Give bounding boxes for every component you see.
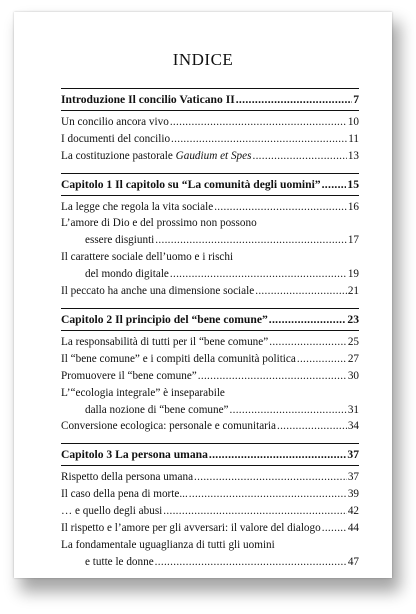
section-rule-top (61, 443, 359, 444)
toc-chapter-heading[interactable] (61, 312, 359, 329)
dot-leader (296, 351, 347, 368)
entry-title-line: Il carattere sociale dell’uomo e i rischi (61, 251, 234, 264)
dot-leader (169, 114, 347, 131)
chapter-title: Capitolo 3 La persona umana (61, 448, 208, 462)
entry-title: Il peccato ha anche una dimensione sociale (61, 285, 255, 298)
page-number: 16 (347, 200, 359, 213)
section-rule-top (61, 308, 359, 309)
section-rule-top (61, 173, 359, 174)
dot-leader (268, 334, 347, 351)
dot-leader (268, 312, 347, 329)
toc-section (61, 443, 359, 570)
page-number: 37 (347, 471, 359, 484)
toc-entry[interactable] (61, 537, 359, 571)
page-number: 37 (347, 448, 359, 462)
section-rule-bottom (61, 195, 359, 196)
page-number: 39 (347, 488, 359, 501)
toc-entry[interactable] (61, 418, 359, 435)
entry-title-italic: Gaudium et Spes (175, 149, 252, 162)
section-rule-bottom (61, 465, 359, 466)
page-number: 10 (347, 115, 359, 128)
page-number: 27 (347, 352, 359, 365)
toc-section (61, 173, 359, 300)
dot-leader (193, 469, 347, 486)
page-number: 19 (347, 268, 359, 281)
page-number: 30 (347, 369, 359, 382)
toc-entry[interactable] (61, 486, 359, 503)
toc-entry[interactable] (61, 249, 359, 283)
dot-leader (235, 92, 352, 109)
dot-leader (321, 177, 347, 194)
page-number: 21 (347, 285, 359, 298)
toc-entry[interactable] (61, 114, 359, 131)
entry-title: Promuovere il “bene comune” (61, 369, 197, 382)
dot-leader (276, 418, 347, 435)
entry-title: essere disgiunti (85, 234, 155, 247)
entry-title: dalla nozione di “bene comune” (85, 403, 229, 416)
dot-leader (229, 402, 347, 419)
entry-title-line: L’amore di Dio e del prossimo non possono (61, 217, 257, 230)
page-number: 25 (347, 335, 359, 348)
entry-title-line: La fondamentale uguaglianza di tutti gli uomini (61, 538, 275, 551)
page-number: 47 (347, 555, 359, 568)
chapter-title: Capitolo 2 Il principio del “bene comune” (61, 312, 268, 326)
section-rule-bottom (61, 330, 359, 331)
entry-title: Il “bene comune” e i compiti della comunità politica (61, 352, 296, 365)
toc-entry[interactable] (61, 503, 359, 520)
entry-title: La costituzione pastorale Gaudium et Spes (61, 149, 252, 162)
toc-section (61, 88, 359, 165)
page-number: 34 (347, 420, 359, 433)
toc-entry[interactable] (61, 148, 359, 165)
entry-title: del mondo digitale (85, 268, 169, 281)
entry-title: La legge che regola la vita sociale (61, 200, 214, 213)
entry-title: Conversione ecologica: personale e comunitaria (61, 420, 276, 433)
page-number: 42 (347, 505, 359, 518)
page-number: 13 (347, 149, 359, 162)
dot-leader (154, 232, 347, 249)
dot-leader (197, 368, 347, 385)
entry-title: Un concilio ancora vivo (61, 115, 169, 128)
page-title: INDICE (172, 50, 234, 69)
section-rule-bottom (61, 110, 359, 111)
page-number: 31 (347, 403, 359, 416)
toc-entry[interactable] (61, 199, 359, 216)
chapter-title: Introduzione Il concilio Vaticano II (61, 93, 235, 106)
page-number: 11 (348, 132, 359, 145)
entry-title: e tutte le donne (85, 555, 154, 568)
page-number: 17 (347, 234, 359, 247)
dot-leader (188, 486, 347, 503)
dot-leader (154, 554, 347, 571)
table-of-contents (61, 88, 359, 579)
dot-leader (213, 199, 347, 216)
toc-entry[interactable] (61, 520, 359, 537)
toc-entry[interactable] (61, 131, 359, 148)
toc-entry[interactable] (61, 351, 359, 368)
dot-leader (169, 266, 347, 283)
entry-title: Rispetto della persona umana (61, 471, 194, 484)
toc-entry[interactable] (61, 368, 359, 385)
page-number: 44 (347, 521, 359, 534)
toc-entry[interactable] (61, 283, 359, 300)
entry-title: Il rispetto e l’amore per gli avversari: il valore del dialogo (61, 521, 321, 534)
toc-entry[interactable] (61, 469, 359, 486)
toc-chapter-heading[interactable] (61, 447, 359, 464)
section-rule-top (61, 88, 359, 89)
toc-entry[interactable] (61, 334, 359, 351)
dot-leader (254, 283, 347, 300)
toc-section (61, 308, 359, 435)
dot-leader (251, 148, 346, 165)
document-page (14, 12, 392, 578)
toc-entry[interactable] (61, 385, 359, 419)
page-number: 23 (347, 312, 359, 326)
entry-title: La responsabilità di tutti per il “bene comune” (61, 335, 269, 348)
dot-leader (162, 503, 347, 520)
page-number: 15 (347, 177, 359, 191)
entry-title-line: L’“ecologia integrale” è inseparabile (61, 386, 225, 399)
entry-title: I documenti del concilio (61, 132, 171, 145)
entry-title: Il caso della pena di morte... (61, 488, 188, 501)
dot-leader (170, 131, 347, 148)
toc-entry[interactable] (61, 215, 359, 249)
dot-leader (321, 520, 347, 537)
dot-leader (208, 447, 347, 464)
page-number: 7 (353, 93, 359, 106)
entry-title: … e quello degli abusi (61, 505, 163, 518)
chapter-title: Capitolo 1 Il capitolo su “La comunità degli uomini” (61, 177, 321, 191)
toc-chapter-heading[interactable] (61, 177, 359, 194)
toc-chapter-heading[interactable] (61, 92, 359, 109)
